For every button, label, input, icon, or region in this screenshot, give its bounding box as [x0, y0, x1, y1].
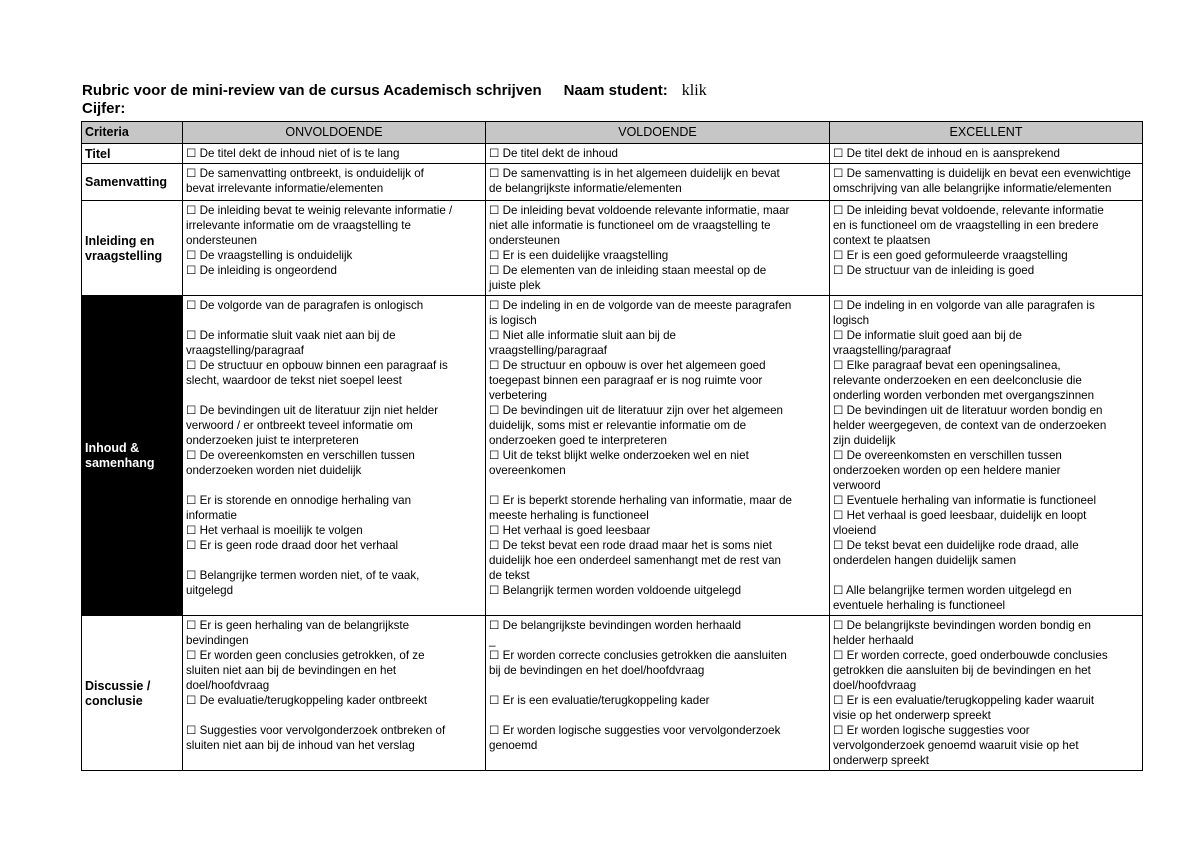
- cell-excellent[interactable]: ☐ De samenvatting is duidelijk en bevat een evenwichtige omschrijving van alle belangrijke informatie/elementen: [830, 164, 1143, 201]
- cell-voldoende[interactable]: ☐ De belangrijkste bevindingen worden herhaald _ ☐ Er worden correcte conclusies getrokken die aansluiten bij de bevindingen en het doel/hoofdvraag ☐ Er is een evaluatie/terugkoppeling kader ☐ Er worden logische suggesties voor vervolgonderzoek genoemd: [486, 616, 830, 771]
- rubric-table: [81, 121, 1143, 771]
- cell-excellent[interactable]: ☐ De titel dekt de inhoud en is aansprekend: [830, 144, 1143, 164]
- rubric-title: Rubric voor de mini-review van de cursus Academisch schrijven: [82, 82, 542, 99]
- column-header-criteria: Criteria: [82, 122, 183, 144]
- cell-voldoende[interactable]: ☐ De titel dekt de inhoud: [486, 144, 830, 164]
- cell-onvoldoende[interactable]: ☐ De samenvatting ontbreekt, is onduidelijk of bevat irrelevante informatie/elementen: [183, 164, 486, 201]
- cell-voldoende[interactable]: ☐ De indeling in en de volgorde van de meeste paragrafen is logisch ☐ Niet alle informatie sluit aan bij de vraagstelling/paragraaf ☐ De structuur en opbouw is over het algemeen goed toegepast binnen een paragraaf er is nog ruimte voor verbetering ☐ De bevindingen uit de literatuur zijn over het algemeen duidelijk, soms mist er relevantie informatie om de onderzoeken goed te interpreteren ☐ Uit de tekst blijkt welke onderzoeken wel en niet overeenkomen ☐ Er is beperkt storende herhaling van informatie, maar de meeste herhaling is functioneel ☐ Het verhaal is goed leesbaar ☐ De tekst bevat een rode draad maar het is soms niet duidelijk hoe een onderdeel samenhangt met de rest van de tekst ☐ Belangrijk termen worden voldoende uitgelegd: [486, 296, 830, 616]
- grade-label: Cijfer:: [82, 100, 126, 117]
- criterion-label: Titel: [82, 144, 183, 164]
- student-name-label: Naam student:: [563, 82, 668, 99]
- column-header-voldoende: VOLDOENDE: [486, 122, 830, 144]
- cell-voldoende[interactable]: ☐ De inleiding bevat voldoende relevante informatie, maar niet alle informatie is functioneel om de vraagstelling te ondersteunen ☐ Er is een duidelijke vraagstelling ☐ De elementen van de inleiding staan meestal op de juiste plek: [486, 201, 830, 296]
- criterion-label: Discussie / conclusie: [82, 616, 183, 771]
- table-row-inhoud: [82, 296, 1143, 616]
- table-row-titel: [82, 144, 1143, 164]
- cell-onvoldoende[interactable]: ☐ De volgorde van de paragrafen is onlogisch ☐ De informatie sluit vaak niet aan bij de vraagstelling/paragraaf ☐ De structuur en opbouw binnen een paragraaf is slecht, waardoor de tekst niet soepel leest ☐ De bevindingen uit de literatuur zijn niet helder verwoord / er ontbreekt teveel informatie om onderzoeken juist te interpreteren ☐ De overeenkomsten en verschillen tussen onderzoeken worden niet duidelijk ☐ Er is storende en onnodige herhaling van informatie ☐ Het verhaal is moeilijk te volgen ☐ Er is geen rode draad door het verhaal ☐ Belangrijke termen worden niet, of te vaak, uitgelegd: [183, 296, 486, 616]
- table-header-row: [82, 122, 1143, 144]
- student-name-field[interactable]: klik: [681, 82, 707, 99]
- cell-excellent[interactable]: ☐ De belangrijkste bevindingen worden bondig en helder herhaald ☐ Er worden correcte, goed onderbouwde conclusies getrokken die aansluiten bij de bevindingen en het doel/hoofdvraag ☐ Er is een evaluatie/terugkoppeling kader waaruit visie op het onderwerp spreekt ☐ Er worden logische suggesties voor vervolgonderzoek genoemd waaruit visie op het onderwerp spreekt: [830, 616, 1143, 771]
- cell-onvoldoende[interactable]: ☐ De titel dekt de inhoud niet of is te lang: [183, 144, 486, 164]
- column-header-excellent: EXCELLENT: [830, 122, 1143, 144]
- cell-excellent[interactable]: ☐ De inleiding bevat voldoende, relevante informatie en is functioneel om de vraagstelling in een bredere context te plaatsen ☐ Er is een goed geformuleerde vraagstelling ☐ De structuur van de inleiding is goed: [830, 201, 1143, 296]
- criterion-label: Inleiding en vraagstelling: [82, 201, 183, 296]
- cell-onvoldoende[interactable]: ☐ Er is geen herhaling van de belangrijkste bevindingen ☐ Er worden geen conclusies getrokken, of ze sluiten niet aan bij de bevindingen en het doel/hoofdvraag ☐ De evaluatie/terugkoppeling kader ontbreekt ☐ Suggesties voor vervolgonderzoek ontbreken of sluiten niet aan bij de inhoud van het verslag: [183, 616, 486, 771]
- table-row-samenvatting: [82, 164, 1143, 201]
- cell-voldoende[interactable]: ☐ De samenvatting is in het algemeen duidelijk en bevat de belangrijkste informatie/elementen: [486, 164, 830, 201]
- column-header-onvoldoende: ONVOLDOENDE: [183, 122, 486, 144]
- criterion-label: Samenvatting: [82, 164, 183, 201]
- cell-onvoldoende[interactable]: ☐ De inleiding bevat te weinig relevante informatie / irrelevante informatie om de vraagstelling te ondersteunen ☐ De vraagstelling is onduidelijk ☐ De inleiding is ongeordend: [183, 201, 486, 296]
- title-line: [82, 82, 1142, 100]
- criterion-label: Inhoud & samenhang: [82, 296, 183, 616]
- table-row-inleiding: [82, 201, 1143, 296]
- document-header: [82, 82, 1142, 118]
- table-row-discussie: [82, 616, 1143, 771]
- cell-excellent[interactable]: ☐ De indeling in en volgorde van alle paragrafen is logisch ☐ De informatie sluit goed aan bij de vraagstelling/paragraaf ☐ Elke paragraaf bevat een openingsalinea, relevante onderzoeken en een deelconclusie die onderling worden verbonden met overgangszinnen ☐ De bevindingen uit de literatuur worden bondig en helder weergegeven, de context van de onderzoeken zijn duidelijk ☐ De overeenkomsten en verschillen tussen onderzoeken worden op een heldere manier verwoord ☐ Eventuele herhaling van informatie is functioneel ☐ Het verhaal is goed leesbaar, duidelijk en loopt vloeiend ☐ De tekst bevat een duidelijke rode draad, alle onderdelen hangen duidelijk samen ☐ Alle belangrijke termen worden uitgelegd en eventuele herhaling is functioneel: [830, 296, 1143, 616]
